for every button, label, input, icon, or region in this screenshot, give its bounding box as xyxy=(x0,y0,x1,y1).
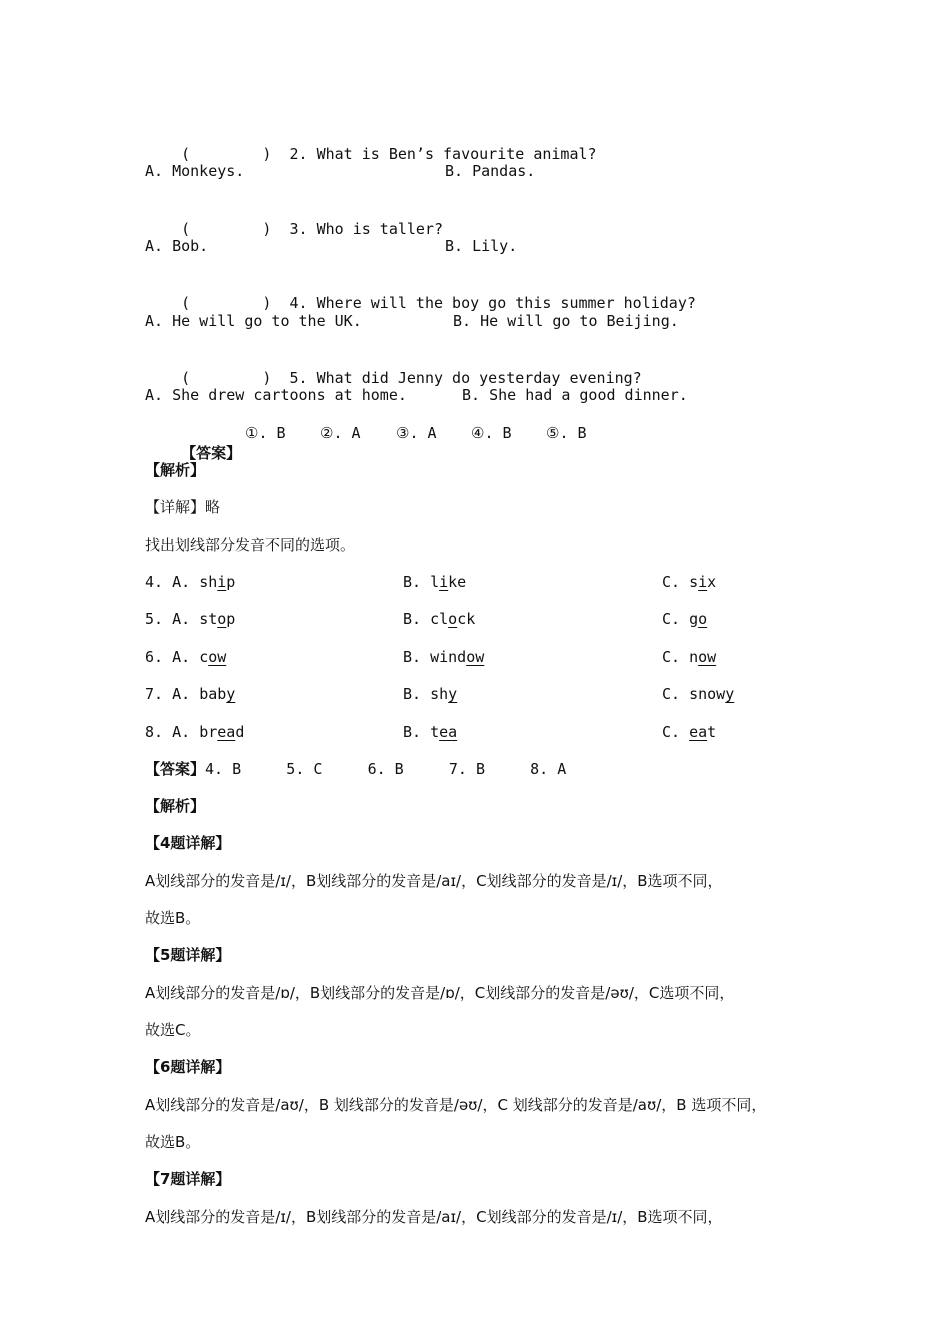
q5-option-a: A. She drew cartoons at home. xyxy=(145,386,407,404)
option-label: C. xyxy=(662,685,681,703)
answer-item: ③. A xyxy=(396,424,437,442)
underlined-letters: ea xyxy=(689,723,708,741)
answer-bracket: ( ) xyxy=(181,220,272,238)
word-pre: wind xyxy=(430,648,467,666)
row-number: 4. xyxy=(145,573,164,591)
word-pre: cl xyxy=(430,610,449,628)
question-text: 5. What did Jenny do yesterday evening? xyxy=(289,369,642,387)
phonics-row-4-option-b xyxy=(403,572,466,592)
word-post: ke xyxy=(448,573,467,591)
answer-bracket: ( ) xyxy=(181,369,272,387)
detail-conclusion: 故选B。 xyxy=(145,1133,201,1151)
detail-body: A划线部分的发音是/ɪ/，B划线部分的发音是/aɪ/，C划线部分的发音是/ɪ/，B选项不同， xyxy=(145,1208,723,1226)
option-label: C. xyxy=(662,573,681,591)
detail-body: A划线部分的发音是/aʊ/，B 划线部分的发音是/əʊ/，C 划线部分的发音是/aʊ/，B 选项不同， xyxy=(145,1096,767,1114)
q3-option-a: A. Bob. xyxy=(145,237,209,255)
q5-option-b: B. She had a good dinner. xyxy=(462,386,688,404)
phonics-row-5-option-c xyxy=(662,609,707,629)
underlined-letters: o xyxy=(448,610,458,628)
detail-title: 【5题详解】 xyxy=(145,946,231,964)
option-label: C. xyxy=(662,648,681,666)
row-number: 6. xyxy=(145,648,164,666)
answer-item: ①. B xyxy=(245,424,286,442)
word-pre: snow xyxy=(689,685,726,703)
phonics-row-8-option-b xyxy=(403,722,457,742)
word-pre: n xyxy=(689,648,699,666)
question-text: 3. Who is taller? xyxy=(289,220,444,238)
word-pre: st xyxy=(199,610,218,628)
q4-option-b: B. He will go to Beijing. xyxy=(453,312,679,330)
row-number: 8. xyxy=(145,723,164,741)
detail-body: A划线部分的发音是/ɪ/，B划线部分的发音是/aɪ/，C划线部分的发音是/ɪ/，B选项不同， xyxy=(145,872,723,890)
word-pre: l xyxy=(430,573,440,591)
word-pre: sh xyxy=(430,685,449,703)
underlined-letters: i xyxy=(439,573,449,591)
answer-item: ⑤. B xyxy=(546,424,587,442)
phonics-row-7 xyxy=(145,684,235,704)
word-post: p xyxy=(226,573,236,591)
word-pre: g xyxy=(689,610,699,628)
answer-label: 【答案】 xyxy=(181,444,242,462)
phonics-row-7-option-c xyxy=(662,684,734,704)
answer-label: 【答案】 xyxy=(145,760,206,778)
answer-item: ④. B xyxy=(471,424,512,442)
option-label: C. xyxy=(662,723,681,741)
underlined-letters: o xyxy=(698,610,708,628)
analysis-label: 【解析】 xyxy=(145,461,206,479)
detail-line: 【详解】略 xyxy=(145,498,221,516)
question-text: 2. What is Ben’s favourite animal? xyxy=(289,145,597,163)
option-label: A. xyxy=(172,610,191,628)
detail-conclusion: 故选C。 xyxy=(145,1021,201,1039)
answer-text: 4. B 5. C 6. B 7. B 8. A xyxy=(205,760,567,778)
underlined-letters: i xyxy=(217,573,227,591)
underlined-letters: ea xyxy=(439,723,458,741)
word-pre: s xyxy=(689,573,699,591)
option-label: B. xyxy=(403,723,422,741)
phonics-row-5-option-b xyxy=(403,609,475,629)
phonics-answer-line xyxy=(145,759,566,779)
word-pre: br xyxy=(199,723,218,741)
word-pre: t xyxy=(430,723,440,741)
answer-bracket: ( ) xyxy=(181,294,272,312)
detail-title: 【6题详解】 xyxy=(145,1058,231,1076)
phonics-row-6-option-b xyxy=(403,647,484,667)
phonics-row-6 xyxy=(145,647,226,667)
phonics-row-8-option-c xyxy=(662,722,716,742)
word-pre: sh xyxy=(199,573,218,591)
phonics-row-4-option-c xyxy=(662,572,716,592)
word-post: t xyxy=(707,723,717,741)
underlined-letters: y xyxy=(226,685,236,703)
phonics-row-5 xyxy=(145,609,235,629)
question-text: 4. Where will the boy go this summer holiday? xyxy=(289,294,696,312)
q3-option-b: B. Lily. xyxy=(445,237,518,255)
answer-item: ②. A xyxy=(320,424,361,442)
option-label: A. xyxy=(172,573,191,591)
row-number: 5. xyxy=(145,610,164,628)
underlined-letters: ow xyxy=(466,648,485,666)
option-label: A. xyxy=(172,648,191,666)
word-pre: bab xyxy=(199,685,227,703)
phonics-row-7-option-b xyxy=(403,684,457,704)
detail-title: 【7题详解】 xyxy=(145,1170,231,1188)
option-label: C. xyxy=(662,610,681,628)
word-post: d xyxy=(235,723,245,741)
phonics-instruction: 找出划线部分发音不同的选项。 xyxy=(145,536,356,554)
underlined-letters: ow xyxy=(208,648,227,666)
phonics-row-8 xyxy=(145,722,244,742)
word-post: p xyxy=(226,610,236,628)
option-label: A. xyxy=(172,685,191,703)
option-label: B. xyxy=(403,685,422,703)
option-label: A. xyxy=(172,723,191,741)
option-label: B. xyxy=(403,648,422,666)
word-pre: c xyxy=(199,648,209,666)
underlined-letters: ow xyxy=(698,648,717,666)
q2-option-a: A. Monkeys. xyxy=(145,162,245,180)
phonics-row-4 xyxy=(145,572,235,592)
detail-title: 【4题详解】 xyxy=(145,834,231,852)
word-post: x xyxy=(707,573,717,591)
q4-option-a: A. He will go to the UK. xyxy=(145,312,362,330)
underlined-letters: o xyxy=(217,610,227,628)
option-label: B. xyxy=(403,610,422,628)
underlined-letters: i xyxy=(698,573,708,591)
word-post: ck xyxy=(457,610,476,628)
row-number: 7. xyxy=(145,685,164,703)
underlined-letters: y xyxy=(448,685,458,703)
answer-bracket: ( ) xyxy=(181,145,272,163)
phonics-row-6-option-c xyxy=(662,647,716,667)
detail-conclusion: 故选B。 xyxy=(145,909,201,927)
analysis-label: 【解析】 xyxy=(145,797,206,815)
underlined-letters: y xyxy=(725,685,735,703)
q2-option-b: B. Pandas. xyxy=(445,162,536,180)
detail-body: A划线部分的发音是/ɒ/，B划线部分的发音是/ɒ/，C划线部分的发音是/əʊ/，C选项不同， xyxy=(145,984,735,1002)
underlined-letters: ea xyxy=(217,723,236,741)
option-label: B. xyxy=(403,573,422,591)
